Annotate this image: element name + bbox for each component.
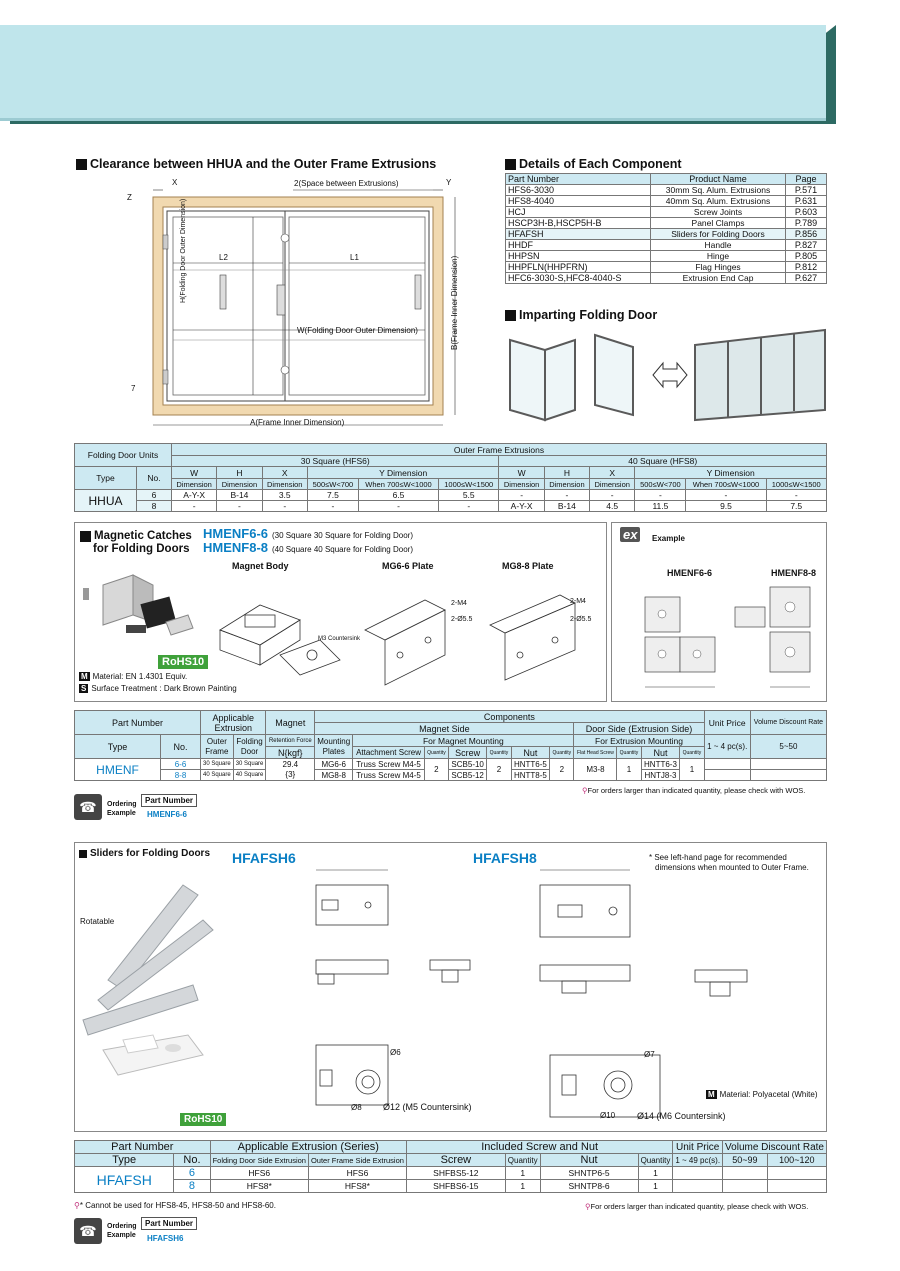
slider-note-right: ⚲For orders larger than indicated quantity, please check with WOS.	[585, 1202, 809, 1211]
mt-part-number: Part Number	[75, 711, 201, 735]
hhua-sq30-header: 30 Square (HFS6)	[172, 456, 499, 467]
table-row	[506, 262, 827, 273]
hhua-dim: Dimension	[544, 479, 589, 490]
table-cell: Truss Screw M4-5	[353, 759, 425, 770]
hhua-dim: Dimension	[590, 479, 635, 490]
clearance-title: Clearance between HHUA and the Outer Frame Extrusions	[76, 157, 436, 171]
hhua-range: When 700≤W<1000	[358, 479, 438, 490]
st-nut: Nut	[540, 1154, 638, 1167]
mt-outer-frame: Outer Frame	[201, 735, 234, 759]
table-cell: M3-8	[574, 759, 617, 781]
mt-nut: Nut	[641, 747, 680, 759]
table-row	[506, 185, 827, 196]
d6-label: Ø6	[390, 1048, 401, 1057]
table-row	[75, 501, 827, 512]
details-table	[505, 173, 827, 284]
mt-folding-door: Folding Door	[233, 735, 266, 759]
hhua-no-header: No.	[137, 467, 172, 490]
ex-badge: ex	[620, 527, 640, 542]
mt-nkgf: N{kgf}	[266, 747, 315, 759]
table-cell: 8	[174, 1180, 210, 1193]
table-cell: Truss Screw M4-5	[353, 770, 425, 781]
mt-volume: Volume Discount Rate	[750, 711, 826, 735]
hhua-h-header: H	[217, 467, 262, 479]
mt-screw: Screw	[448, 747, 486, 759]
hhua-units-header: Folding Door Units	[75, 444, 172, 467]
table-cell: Screw Joints	[651, 207, 786, 218]
ordering-pn: Part Number	[141, 794, 197, 807]
sliders-title: Sliders for Folding Doors	[79, 848, 210, 859]
table-cell: Handle	[651, 240, 786, 251]
header-banner	[0, 25, 826, 121]
empty-cell	[673, 1180, 723, 1193]
hhua-range: 500≤W<700	[635, 479, 686, 490]
st-qty: Quantity	[638, 1154, 673, 1167]
magnetic-surface: S Surface Treatment : Dark Brown Painting	[81, 684, 237, 693]
magnetic-title: Magnetic Catches	[80, 530, 192, 542]
m5-label: Ø12 (M5 Countersink)	[383, 1102, 472, 1112]
hhua-range: 1000≤W<1500	[439, 479, 499, 490]
table-cell: HNTJ8-3	[641, 770, 680, 781]
d8-label: Ø8	[351, 1103, 362, 1112]
table-cell: -	[766, 490, 827, 501]
hhua-w-header: W	[172, 467, 217, 479]
table-cell: 7.5	[766, 501, 827, 512]
table-cell: 2	[487, 759, 511, 781]
table-cell: 8	[137, 501, 172, 512]
st-no: No.	[174, 1154, 210, 1167]
table-row	[75, 759, 827, 770]
mt-for-magnet: For Magnet Mounting	[353, 735, 574, 747]
hhua-table	[74, 443, 827, 512]
table-cell: SHFBS5-12	[406, 1167, 505, 1180]
table-row	[75, 1167, 827, 1180]
table-cell: 6	[137, 490, 172, 501]
mt-nut: Nut	[511, 747, 550, 759]
hfafsh6-title: HFAFSH6	[232, 850, 296, 866]
table-cell: P.631	[786, 196, 827, 207]
table-cell: HNTT6-5	[511, 759, 550, 770]
magnetic-drawings	[200, 575, 605, 700]
retention-value: 29.4	[282, 759, 299, 769]
table-cell: 30mm Sq. Alum. Extrusions	[651, 185, 786, 196]
table-cell: P.627	[786, 273, 827, 284]
table-cell: P.789	[786, 218, 827, 229]
hhua-type-header: Type	[75, 467, 137, 490]
table-cell: P.571	[786, 185, 827, 196]
table-cell: A-Y-X	[172, 490, 217, 501]
st-fdse: Folding Door Side Extrusion	[210, 1154, 308, 1167]
st-v2: 100~120	[767, 1154, 826, 1167]
st-unit-range: 1 ~ 49 pc(s).	[673, 1154, 723, 1167]
countersink-label: M3 Countersink	[318, 636, 361, 642]
table-cell: HHDF	[506, 240, 651, 251]
table-row	[506, 273, 827, 284]
table-cell: -	[635, 490, 686, 501]
hhua-ydim-header: Y Dimension	[307, 467, 499, 479]
label-a: A(Frame Inner Dimension)	[250, 418, 345, 427]
table-row	[75, 1180, 827, 1193]
details-header: Part Number	[506, 174, 651, 185]
mt-door-side: Door Side (Extrusion Side)	[574, 723, 704, 735]
table-cell: 1	[638, 1180, 673, 1193]
empty-cell	[750, 770, 826, 781]
table-row	[506, 218, 827, 229]
hhua-range: 1000≤W<1500	[766, 479, 827, 490]
table-cell: 2	[424, 759, 448, 781]
mt-qty: Quantity	[680, 747, 704, 759]
table-cell: MG8-8	[315, 770, 353, 781]
st-type: Type	[75, 1154, 174, 1167]
d7-label: Ø7	[644, 1050, 655, 1059]
mag-note: ⚲For orders larger than indicated quantity, please check with WOS.	[582, 786, 806, 795]
ordering-label: Ordering Example	[107, 801, 137, 817]
details-header: Page	[786, 174, 827, 185]
mt-applicable: Applicable Extrusion	[201, 711, 266, 735]
st-part-number: Part Number	[75, 1141, 211, 1154]
table-row	[75, 490, 827, 501]
table-cell: HFS6-3030	[506, 185, 651, 196]
table-cell: 1	[680, 759, 704, 781]
table-cell: SHNTP8-6	[540, 1180, 638, 1193]
ordering-pn: Part Number	[141, 1217, 197, 1230]
details-header: Product Name	[651, 174, 786, 185]
empty-cell	[704, 759, 750, 770]
magnet-body-label: Magnet Body	[232, 561, 289, 571]
table-cell: SCB5-10	[448, 759, 486, 770]
empty-cell	[704, 770, 750, 781]
table-cell: 7.5	[307, 490, 358, 501]
magnetic-photo	[78, 560, 196, 655]
st-volume: Volume Discount Rate	[723, 1141, 827, 1154]
slider-photo	[78, 870, 218, 1110]
table-cell: HNTT6-3	[641, 759, 680, 770]
mt-qty: Quantity	[487, 747, 511, 759]
table-cell: Extrusion End Cap	[651, 273, 786, 284]
table-cell: MG6-6	[315, 759, 353, 770]
empty-cell	[673, 1167, 723, 1180]
table-row	[75, 770, 827, 781]
table-cell: HFS8*	[210, 1180, 308, 1193]
hhua-range: 500≤W<700	[307, 479, 358, 490]
table-cell: P.856	[786, 229, 827, 240]
table-cell: Hinge	[651, 251, 786, 262]
table-row	[506, 196, 827, 207]
st-ofse: Outer Frame Side Extrusion	[308, 1154, 406, 1167]
empty-cell	[750, 759, 826, 770]
table-cell: -	[172, 501, 217, 512]
table-row	[506, 207, 827, 218]
phone-icon: ☎	[74, 794, 102, 820]
hhua-w-header: W	[499, 467, 544, 479]
mg6-label: MG6-6 Plate	[382, 561, 434, 571]
mt-unit-price: Unit Price	[704, 711, 750, 735]
table-cell: 9.5	[686, 501, 766, 512]
empty-cell	[723, 1180, 768, 1193]
clearance-diagram	[125, 175, 470, 437]
magnetic-material: M Material : EN 1.4301 Equiv.	[81, 672, 188, 681]
table-row	[506, 229, 827, 240]
table-cell: HHPFLN(HHPFRN)	[506, 262, 651, 273]
table-cell: SHFBS6-15	[406, 1180, 505, 1193]
hhua-range: When 700≤W<1000	[686, 479, 766, 490]
magnetic-title-2: for Folding Doors	[93, 543, 190, 555]
hhua-dim: Dimension	[172, 479, 217, 490]
mg8-label: MG8-8 Plate	[502, 561, 554, 571]
table-cell: 40 Square	[201, 770, 234, 781]
empty-cell	[723, 1167, 768, 1180]
table-cell: 8-8	[161, 770, 201, 781]
table-cell: HFC6-3030-S,HFC8-4040-S	[506, 273, 651, 284]
details-title: Details of Each Component	[505, 157, 682, 171]
hfafsh8-title: HFAFSH8	[473, 850, 537, 866]
table-cell: -	[307, 501, 358, 512]
m6-label: Ø14 (M6 Countersink)	[637, 1111, 726, 1121]
table-cell: P.603	[786, 207, 827, 218]
table-cell: 1	[638, 1167, 673, 1180]
ordering-value: HMENF6-6	[147, 810, 188, 819]
table-row	[506, 251, 827, 262]
mt-magnet: Magnet	[266, 711, 315, 735]
mt-qty: Quantity	[617, 747, 641, 759]
table-cell: A-Y-X	[499, 501, 544, 512]
table-cell: 6.5	[358, 490, 438, 501]
ordering-value: HFAFSH6	[147, 1234, 184, 1243]
table-cell: HFS6	[308, 1167, 406, 1180]
example-hmenf6: HMENF6-6	[667, 568, 713, 578]
empty-cell	[767, 1180, 826, 1193]
mt-retention-cell	[266, 759, 315, 781]
mg6-m4: 2-M4	[451, 600, 467, 607]
ordering-label: Ordering Example	[107, 1223, 137, 1239]
table-cell: HFS6	[210, 1167, 308, 1180]
hhua-dim: Dimension	[217, 479, 262, 490]
mt-type-cell: HMENF	[75, 759, 161, 781]
hhua-x-header: X	[262, 467, 307, 479]
retention-kgf: {3}	[285, 769, 296, 779]
label-y: Y	[446, 178, 452, 187]
table-cell: 5.5	[439, 490, 499, 501]
mt-no: No.	[161, 735, 201, 759]
label-z: Z	[127, 193, 132, 202]
table-cell: HFAFSH	[506, 229, 651, 240]
mg8-m4: 2-M4	[570, 598, 586, 605]
label-space: 2(Space between Extrusions)	[294, 179, 399, 188]
table-cell: 40 Square	[233, 770, 266, 781]
table-cell: HSCP3H-B,HSCP5H-B	[506, 218, 651, 229]
table-cell: -	[499, 490, 544, 501]
imparting-illustration	[505, 325, 830, 425]
mg6-d55: 2-Ø5.5	[451, 616, 473, 623]
table-cell: 1	[617, 759, 641, 781]
table-cell: 4.5	[590, 501, 635, 512]
slider-material: M Material: Polyacetal (White)	[708, 1090, 818, 1099]
hhua-h-header: H	[544, 467, 589, 479]
magnet-table	[74, 710, 827, 781]
hhua-dim: Dimension	[262, 479, 307, 490]
table-cell: Sliders for Folding Doors	[651, 229, 786, 240]
table-cell: HFS8*	[308, 1180, 406, 1193]
table-cell: -	[590, 490, 635, 501]
table-cell: 3.5	[262, 490, 307, 501]
table-cell: -	[544, 490, 589, 501]
st-type-cell: HFAFSH	[75, 1167, 174, 1193]
slider-note-left: ⚲* Cannot be used for HFS8-45, HFS8-50 and HFS8-60.	[74, 1201, 276, 1210]
d10-label: Ø10	[600, 1111, 616, 1120]
st-screw: Screw	[406, 1154, 505, 1167]
mt-flat-head: Flat Head Screw	[574, 747, 617, 759]
table-cell: HFS8-4040	[506, 196, 651, 207]
phone-icon: ☎	[74, 1218, 102, 1244]
table-cell: Panel Clamps	[651, 218, 786, 229]
table-cell: 11.5	[635, 501, 686, 512]
st-v1: 50~99	[723, 1154, 768, 1167]
table-cell: 6-6	[161, 759, 201, 770]
table-cell: B-14	[217, 490, 262, 501]
banner-bottom-edge	[10, 121, 836, 124]
table-cell: 6	[174, 1167, 210, 1180]
slider-table	[74, 1140, 827, 1193]
mt-for-extrusion: For Extrusion Mounting	[574, 735, 704, 747]
hhua-outer-header: Outer Frame Extrusions	[172, 444, 827, 456]
hhua-type-cell: HHUA	[75, 490, 137, 512]
table-cell: P.812	[786, 262, 827, 273]
hmenf8-title: HMENF8-8 (40 Square 40 Square for Folding Door)	[203, 540, 413, 555]
hhua-x-header: X	[590, 467, 635, 479]
example-hmenf8: HMENF8-8	[771, 568, 817, 578]
label-seven: 7	[131, 384, 136, 393]
mt-vol-range: 5~50	[750, 735, 826, 759]
label-w: W(Folding Door Outer Dimension)	[297, 326, 418, 335]
st-unit-price: Unit Price	[673, 1141, 723, 1154]
label-l1: L1	[350, 253, 359, 262]
table-cell: 30 Square	[201, 759, 234, 770]
see-note: * See left-hand page for recommended dimensions when mounted to Outer Frame.	[649, 853, 809, 872]
table-cell: -	[439, 501, 499, 512]
imparting-title: Imparting Folding Door	[505, 308, 657, 322]
table-cell: -	[217, 501, 262, 512]
mt-magnet-side: Magnet Side	[315, 723, 574, 735]
banner-shadow	[826, 25, 836, 124]
table-cell: -	[686, 490, 766, 501]
table-cell: HCJ	[506, 207, 651, 218]
table-cell: HNTT8-5	[511, 770, 550, 781]
mt-retention: Retention Force	[266, 735, 315, 747]
table-cell: SHNTP6-5	[540, 1167, 638, 1180]
mt-type: Type	[75, 735, 161, 759]
magnetic-rohs: RoHS10	[158, 655, 208, 669]
sliders-rohs: RoHS10	[180, 1113, 226, 1126]
table-cell: 1	[505, 1167, 540, 1180]
table-cell: Flag Hinges	[651, 262, 786, 273]
table-cell: 40mm Sq. Alum. Extrusions	[651, 196, 786, 207]
mg8-d55: 2-Ø5.5	[570, 616, 592, 623]
mt-unit-range: 1 ~ 4 pc(s).	[704, 735, 750, 759]
table-cell: HHPSN	[506, 251, 651, 262]
table-cell: -	[358, 501, 438, 512]
empty-cell	[767, 1167, 826, 1180]
hhua-dim: Dimension	[499, 479, 544, 490]
table-cell: P.827	[786, 240, 827, 251]
mt-qty: Quantity	[550, 747, 574, 759]
table-cell: -	[262, 501, 307, 512]
table-cell: 2	[550, 759, 574, 781]
mt-components: Components	[315, 711, 704, 723]
table-cell: 1	[505, 1180, 540, 1193]
rotatable-label: Rotatable	[80, 917, 115, 926]
label-h: H(Folding Door Outer Dimension)	[180, 198, 187, 303]
mt-qty: Quantity	[424, 747, 448, 759]
hmenf6-title: HMENF6-6 (30 Square 30 Square for Folding Door)	[203, 526, 413, 541]
label-b: B(Frame Inner Dimension)	[450, 255, 459, 350]
st-included: Included Screw and Nut	[406, 1141, 672, 1154]
table-cell: SCB5-12	[448, 770, 486, 781]
mt-attach-screw: Attachment Screw	[353, 747, 425, 759]
hhua-ydim-header: Y Dimension	[635, 467, 827, 479]
table-row	[506, 240, 827, 251]
st-qty: Quantity	[505, 1154, 540, 1167]
example-drawings	[620, 582, 825, 697]
table-cell: 30 Square	[233, 759, 266, 770]
table-cell: B-14	[544, 501, 589, 512]
label-x: X	[172, 178, 178, 187]
table-cell: P.805	[786, 251, 827, 262]
label-l2: L2	[219, 253, 228, 262]
hhua-sq40-header: 40 Square (HFS8)	[499, 456, 827, 467]
st-applicable: Applicable Extrusion (Series)	[210, 1141, 406, 1154]
example-label: Example	[652, 534, 685, 543]
mt-mounting-plates: Mounting Plates	[315, 735, 353, 759]
